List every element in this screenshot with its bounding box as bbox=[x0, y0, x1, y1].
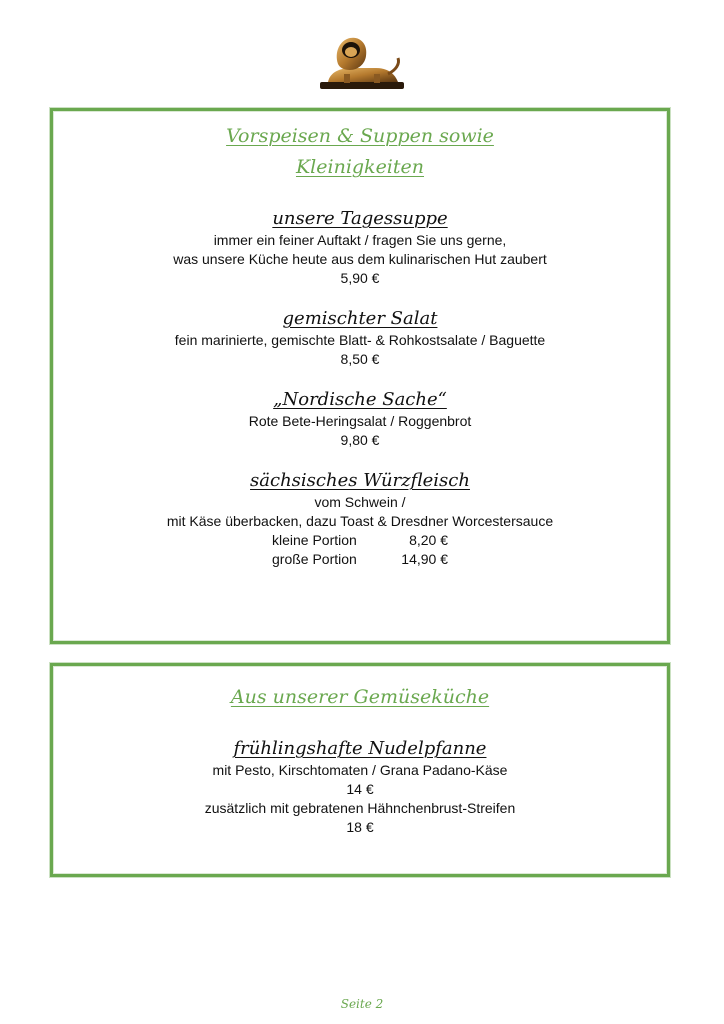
section-title-line: Vorspeisen & Suppen sowie bbox=[226, 125, 494, 147]
menu-item bbox=[53, 307, 667, 369]
menu-item bbox=[53, 388, 667, 450]
menu-item-description: Rote Bete-Heringsalat / Roggenbrot bbox=[248, 413, 472, 429]
section-title-line: Kleinigkeiten bbox=[295, 156, 425, 178]
menu-item-title: frühlingshafte Nudelpfanne bbox=[233, 738, 487, 759]
menu-item-price: 9,80 € bbox=[340, 432, 380, 448]
section-title bbox=[53, 682, 667, 713]
page-number: Seite 2 bbox=[340, 997, 384, 1011]
menu-item bbox=[53, 469, 667, 569]
menu-item-price: 8,50 € bbox=[340, 351, 380, 367]
portion-label: große Portion bbox=[272, 551, 357, 567]
portion-row bbox=[53, 531, 667, 550]
menu-item-title: unsere Tagessuppe bbox=[272, 208, 448, 229]
menu-item-description: mit Käse überbacken, dazu Toast & Dresdner Worcestersauce bbox=[166, 513, 554, 529]
portion-price: 8,20 € bbox=[409, 532, 448, 548]
menu-item-description: immer ein feiner Auftakt / fragen Sie uns gerne, bbox=[213, 232, 507, 248]
menu-item-title: „Nordische Sache“ bbox=[273, 389, 447, 410]
menu-item-title: gemischter Salat bbox=[282, 308, 438, 329]
portion-price: 14,90 € bbox=[401, 551, 448, 567]
menu-item bbox=[53, 207, 667, 288]
menu-item-title: sächsisches Würzfleisch bbox=[250, 470, 470, 491]
portion-label: kleine Portion bbox=[272, 532, 357, 548]
portion-row bbox=[53, 550, 667, 569]
lion-figurine-icon bbox=[318, 34, 406, 90]
menu-item-price: 14 € bbox=[346, 781, 374, 797]
menu-item-description: was unsere Küche heute aus dem kulinarischen Hut zaubert bbox=[173, 251, 547, 267]
menu-section-starters bbox=[50, 108, 670, 644]
menu-item-description: mit Pesto, Kirschtomaten / Grana Padano-Käse bbox=[212, 762, 508, 778]
menu-item-description: vom Schwein / bbox=[314, 494, 406, 510]
menu-item bbox=[53, 737, 667, 837]
section-title-line: Aus unserer Gemüseküche bbox=[230, 686, 490, 708]
menu-item-price: 18 € bbox=[346, 819, 374, 835]
section-title bbox=[53, 121, 667, 183]
menu-item-price: 5,90 € bbox=[340, 270, 380, 286]
menu-section-vegetables bbox=[50, 663, 670, 877]
menu-item-description: zusätzlich mit gebratenen Hähnchenbrust-Streifen bbox=[204, 800, 516, 816]
menu-item-description: fein marinierte, gemischte Blatt- & Rohkostsalate / Baguette bbox=[174, 332, 546, 348]
